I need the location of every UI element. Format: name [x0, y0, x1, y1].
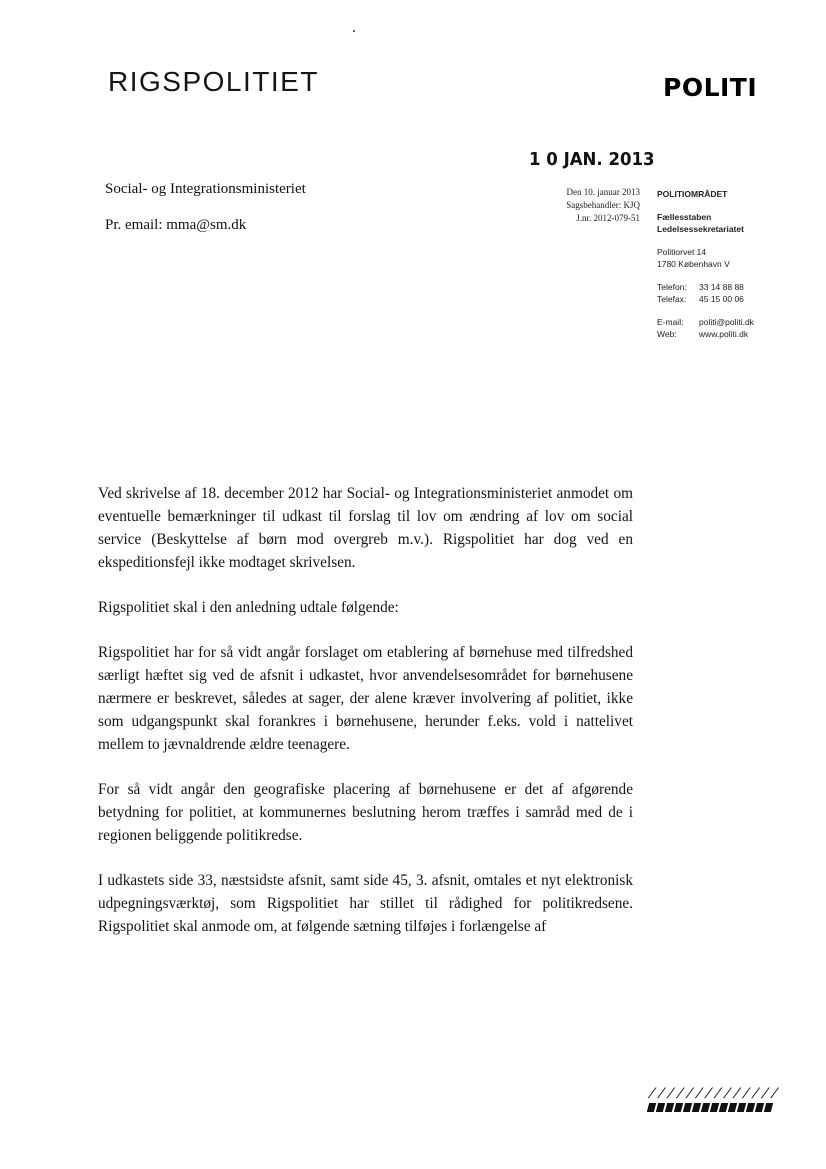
email-row — [657, 316, 807, 329]
slash-pattern: ////////////// — [646, 1086, 783, 1101]
sender-info-sidebar — [657, 188, 807, 341]
phone-value: 33 14 88 88 — [699, 281, 744, 292]
received-date-stamp: 1 0 JAN. 2013 — [529, 149, 655, 170]
scan-speck — [353, 30, 355, 32]
unit-line-1: Fællesstaben — [657, 211, 712, 222]
paragraph-3: Rigspolitiet har for så vidt angår forslaget om etablering af børnehuse med tilfredshed særligt hæftet sig ved de afsnit i udkastet, hvor anvendelsesområdet for børnehusene nærmere er beskrevet, således at sager, der alene kræver involvering af politiet, ikke som udgangspunkt skal forankres i børnehusene, herunder f.eks. vold i nattelivet mellem to jævnaldrende ældre teenagere. — [98, 644, 633, 753]
paragraph-4: For så vidt angår den geografiske placering af børnehusene er det af afgørende betydning for politiet, at kommunernes beslutning herom træffes i samråd med de i regionen beliggende politikredse. — [98, 781, 633, 844]
web-label: Web: — [657, 329, 677, 339]
letter-body — [98, 482, 633, 938]
police-district: POLITIOMRÅDET — [657, 189, 728, 199]
address-line-2: 1780 København V — [657, 259, 730, 269]
case-handler: Sagsbehandler: KJQ — [566, 200, 640, 210]
email-value: politi@politi.dk — [699, 316, 754, 327]
organization-name: RIGSPOLITIET — [108, 66, 319, 97]
politi-logo: POLITI — [663, 73, 758, 102]
paragraph-1: Ved skrivelse af 18. december 2012 har Social- og Integrationsministeriet anmodet om eventuelle bemærkninger til udkast til forslag til lov om ændring af lov om social service (Beskyttelse af børn mod overgreb m.v.). Rigspolitiet har dog ved en ekspeditionsfejl ikke modtaget skrivelsen. — [98, 485, 633, 571]
recipient-email: Pr. email: mma@sm.dk — [105, 217, 247, 233]
journal-number: J.nr. 2012-079-51 — [576, 213, 640, 223]
paragraph-5: I udkastets side 33, næstsidste afsnit, samt side 45, 3. afsnit, omtales et nyt elektronisk udpegningsværktøj, som Rigspolitiet har stillet til rådighed for politikredsene. Rigspolitiet skal anmode om, at følgende sætning tilføjes i forlængelse af — [98, 872, 633, 935]
web-row — [657, 328, 807, 341]
fax-value: 45 15 00 06 — [699, 294, 744, 304]
fax-row — [657, 293, 807, 306]
letter-meta — [440, 186, 640, 225]
paragraph-2: Rigspolitiet skal i den anledning udtale følgende: — [98, 599, 399, 616]
fax-label: Telefax: — [657, 294, 687, 304]
address-line-1: Politiorvet 14 — [657, 246, 707, 257]
phone-label: Telefon: — [657, 281, 687, 292]
unit-line-2: Ledelsessekretariatet — [657, 224, 744, 234]
email-label: E-mail: — [657, 316, 684, 327]
recipient-name: Social- og Integrationsministeriet — [105, 181, 306, 197]
footer-pattern — [646, 1086, 783, 1112]
bar-pattern — [647, 1103, 779, 1112]
letter-date: Den 10. januar 2013 — [566, 187, 640, 197]
phone-row — [657, 281, 807, 294]
web-value: www.politi.dk — [699, 329, 749, 339]
